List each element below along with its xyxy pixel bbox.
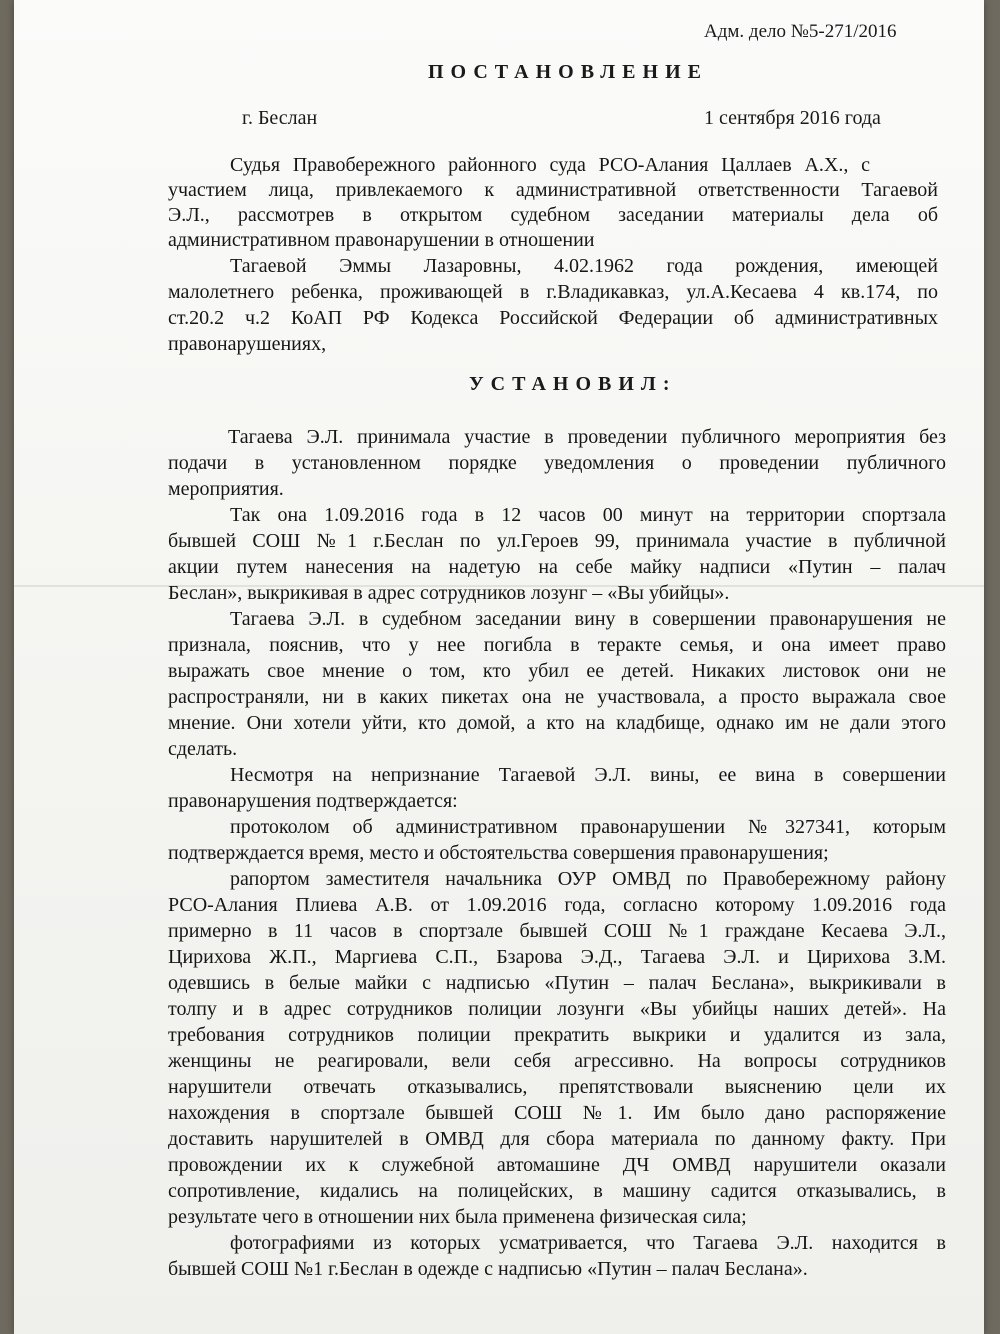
intro-line: ст.20.2 ч.2 КоАП РФ Кодекса Российской Федерации об административных [168,307,938,329]
body-line: Цирихова Ж.П., Маргиева С.П., Бзарова Э.Д., Тагаева Э.Л. и Цирихова З.М. [168,946,946,968]
body-line: нахождения в спортзале бывшей СОШ №1. Им было дано распоряжение [168,1102,946,1124]
body-line: Тагаева Э.Л. принимала участие в проведении публичного мероприятия без [228,426,946,448]
body-line: одевшись в белые майки с надписью «Путин – палач Беслана», выкрикивали в [168,972,946,994]
intro-line: Тагаевой Эммы Лазаровны, 4.02.1962 года рождения, имеющей [230,255,938,277]
body-line: признала, пояснив, что у нее погибла в теракте семья, и она имеет право [168,634,946,656]
intro-line: участием лица, привлекаемого к административной ответственности Тагаевой [168,179,938,201]
body-line: провождении их к служебной автомашине ДЧ ОМВД нарушители оказали [168,1154,946,1176]
body-line: акции путем нанесения на надетую на себе майку надписи «Путин – палач [168,556,946,578]
body-line: доставить нарушителей в ОМВД для сбора материала по данному факту. При [168,1128,946,1150]
intro-line: административном правонарушении в отношении [168,229,595,251]
body-line: протоколом об административном правонарушении №327341, которым [230,816,946,838]
city: г. Беслан [242,107,318,129]
body-line: толпу и в адрес сотрудников полиции лозунги «Вы убийцы наших детей». На [168,998,946,1020]
body-line: сопротивление, кидались на полицейских, в машину садится отказывались, в [168,1180,946,1202]
body-line: Несмотря на непризнание Тагаевой Э.Л. вины, ее вина в совершении [230,764,946,786]
body-line: требования сотрудников полиции прекратить выкрики и удалится из зала, [168,1024,946,1046]
body-line: рапортом заместителя начальника ОУР ОМВД по Правобережному району [230,868,946,890]
body-line: Беслан», выкрикивая в адрес сотрудников лозунг – «Вы убийцы». [168,582,730,604]
body-line: мнение. Они хотели уйти, кто домой, а кто на кладбище, однако им не дали этого [168,712,946,734]
intro-line: Судья Правобережного районного суда РСО-Алания Цаллаев А.Х., с [230,154,870,176]
body-line: нарушители отвечать отказывались, препятствовали выяснению цели их [168,1076,946,1098]
document-title: ПОСТАНОВЛЕНИЕ [428,61,708,83]
body-line: подачи в установленном порядке уведомления о проведении публичного [168,452,946,474]
body-line: результате чего в отношении них была применена физическая сила; [168,1206,747,1228]
body-line: распространяли, ни в каких пикетах она не участвовала, а просто выражала свое [168,686,946,708]
body-line: сделать. [168,738,238,760]
body-line: Так она 1.09.2016 года в 12 часов 00 минут на территории спортзала [230,504,946,526]
body-line: РСО-Алания Плиева А.В. от 1.09.2016 года, согласно которому 1.09.2016 года [168,894,946,916]
case-number: Адм. дело №5-271/2016 [704,21,897,42]
body-line: Тагаева Э.Л. в судебном заседании вину в совершении правонарушения не [230,608,946,630]
document-date: 1 сентября 2016 года [704,107,881,129]
body-line: бывшей СОШ №1 г.Беслан по ул.Героев 99, принимала участие в публичной [168,530,946,552]
body-line: фотографиями из которых усматривается, что Тагаева Э.Л. находится в [230,1232,946,1254]
body-line: бывшей СОШ №1 г.Беслан в одежде с надписью «Путин – палач Беслана». [168,1258,808,1280]
intro-line: правонарушениях, [168,333,327,355]
intro-line: малолетнего ребенка, проживающей в г.Владикавказ, ул.А.Кесаева 4 кв.174, по [168,281,938,303]
body-line: правонарушения подтверждается: [168,790,458,812]
body-line: женщины не реагировали, вели себя агрессивно. На вопросы сотрудников [168,1050,946,1072]
body-line: мероприятия. [168,478,284,500]
body-line: выражать свое мнение о том, кто убил ее детей. Никаких листовок они не [168,660,946,682]
body-line: подтверждается время, место и обстоятельства совершения правонарушения; [168,842,829,864]
body-line: примерно в 11 часов в спортзале бывшей СОШ №1 граждане Кесаева Э.Л., [168,920,946,942]
intro-line: Э.Л., рассмотрев в открытом судебном заседании материалы дела об [168,204,938,226]
document-page [14,0,984,1334]
section-heading: УСТАНОВИЛ: [469,373,677,395]
